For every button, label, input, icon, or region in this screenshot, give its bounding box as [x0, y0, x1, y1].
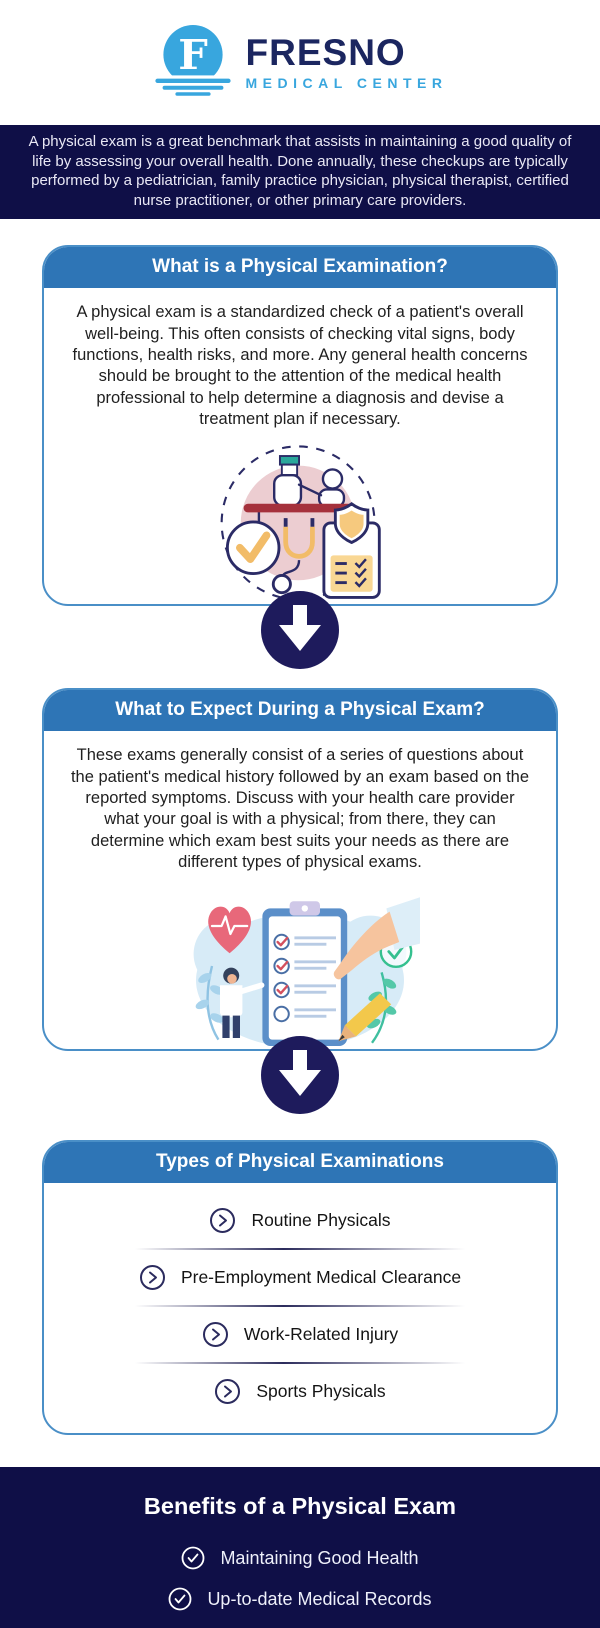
down-arrow-icon	[261, 1036, 339, 1114]
card-what-is-physical-exam	[42, 245, 558, 606]
card-what-to-expect	[42, 688, 558, 1051]
exam-types-list	[44, 1183, 556, 1435]
checklist-clipboard-illustration	[154, 878, 446, 1051]
brand-name: FRESNO	[245, 32, 406, 74]
exam-type-label: Routine Physicals	[251, 1210, 391, 1231]
chevron-right-circle-icon	[139, 1264, 166, 1291]
check-circle-icon	[181, 1546, 205, 1570]
down-arrow-icon	[261, 591, 339, 669]
exam-type-label: Work-Related Injury	[243, 1324, 399, 1345]
logo-header	[0, 0, 600, 125]
card2-title: What to Expect During a Physical Exam?	[44, 690, 556, 731]
card1-body: A physical exam is a standardized check of a patient's overall well-being. This often consists of checking vital signs, body functions, health risks, and more. Any general health concerns should be brought to the attention of the medical health professional to help determine a diagnosis and devise a treatment plan if necessary.	[72, 303, 528, 429]
card-types-of-exams	[42, 1140, 558, 1435]
logo-monogram: F	[177, 29, 208, 79]
list-item	[44, 1250, 556, 1305]
card1-title: What is a Physical Examination?	[44, 247, 556, 288]
check-circle-icon	[168, 1587, 192, 1611]
benefit-label: Up-to-date Medical Records	[207, 1588, 432, 1609]
chevron-right-circle-icon	[214, 1378, 241, 1405]
chevron-right-circle-icon	[202, 1321, 229, 1348]
intro-text: A physical exam is a great benchmark that assists in maintaining a good quality of life by assessing your overall health. Done annually, these checkups are typically performed by a pediatrician, family practice physician, physical therapist, certified nurse practitioner, or other primary care providers.	[28, 133, 572, 209]
benefits-footer	[0, 1467, 600, 1628]
list-item	[44, 1364, 556, 1419]
fresno-logo-icon	[153, 20, 233, 106]
chevron-right-circle-icon	[209, 1207, 236, 1234]
benefit-label: Maintaining Good Health	[220, 1547, 419, 1568]
footer-title: Benefits of a Physical Exam	[143, 1493, 457, 1519]
list-item	[44, 1307, 556, 1362]
logo-text	[246, 34, 448, 91]
brand-tagline: MEDICAL CENTER	[245, 75, 448, 92]
intro-band	[0, 125, 600, 219]
card3-title: Types of Physical Examinations	[44, 1142, 556, 1183]
list-item	[44, 1193, 556, 1248]
doctor-examination-illustration	[197, 435, 403, 606]
card2-body: These exams generally consist of a series of questions about the patient's medical history followed by an exam based on the reported symptoms. Discuss with your health care provider what your goal is with a physical; from there, they can determine which exam best suits your needs as there are different types of physical exams.	[70, 746, 530, 872]
exam-type-label: Sports Physicals	[256, 1381, 386, 1402]
exam-type-label: Pre-Employment Medical Clearance	[180, 1267, 462, 1288]
list-item	[0, 1587, 600, 1611]
list-item	[0, 1546, 600, 1570]
